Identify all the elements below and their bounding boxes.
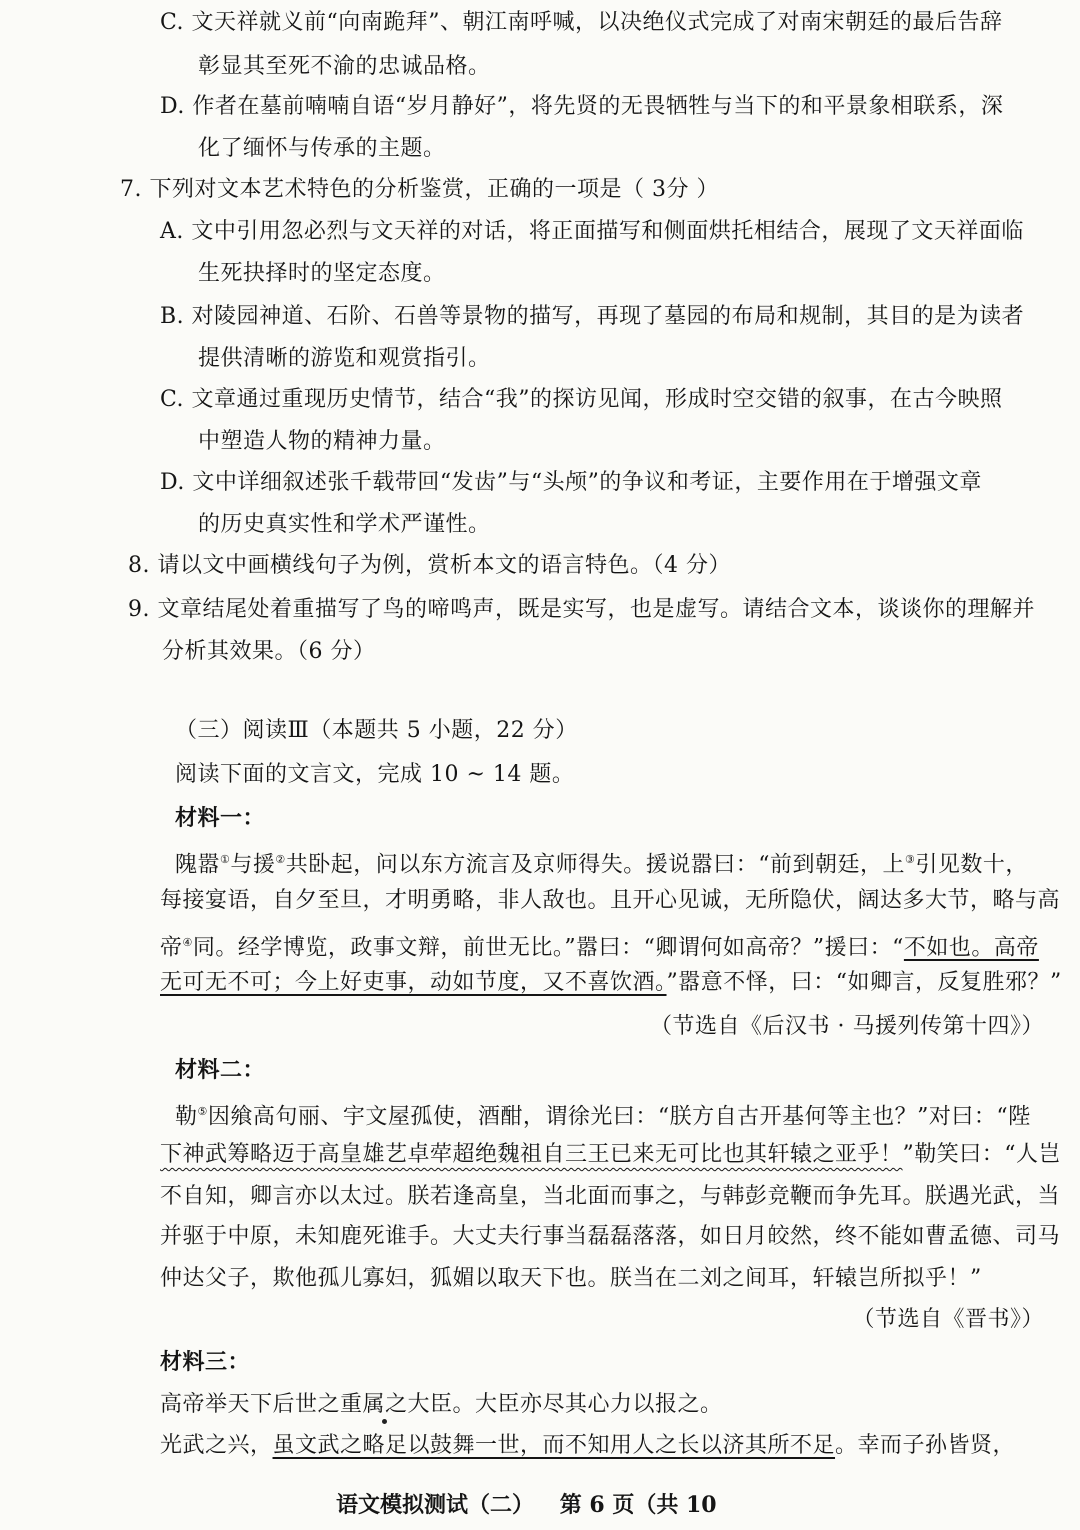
q6-option-c-line2: 彰显其至死不渝的忠诚品格。 xyxy=(198,54,491,79)
material3-line1: 高帝举天下后世之重属之大臣。大臣亦尽其心力以报之。 xyxy=(160,1392,723,1417)
footnote-ref: ② xyxy=(275,853,286,866)
q7-option-a-line2: 生死抉择时的坚定态度。 xyxy=(198,261,446,286)
material1-label: 材料一： xyxy=(175,805,266,831)
material2-line1 xyxy=(175,1097,1031,1132)
page-footer xyxy=(336,1488,735,1519)
text-segment: 帝 xyxy=(160,935,183,961)
text-segment: 隗嚣 xyxy=(175,852,221,878)
q7-option-c-line2: 中塑造人物的精神力量。 xyxy=(198,429,446,454)
section3-instruction: 阅读下面的文言文，完成 10 ~ 14 题。 xyxy=(175,762,575,787)
footnote-ref: ④ xyxy=(182,936,193,949)
section3-heading: （三）阅读Ⅲ（本题共 5 小题，22 分） xyxy=(175,718,578,743)
text-segment: 勒 xyxy=(175,1104,198,1130)
emphasis-dot xyxy=(382,1419,387,1424)
q9-line2: 分析其效果。（6 分） xyxy=(162,639,376,664)
text-segment: 因飨高句丽、宇文屋孤使，酒酣，谓徐光曰：“朕方自古开基何等主也？”对曰：“陛 xyxy=(207,1104,1031,1130)
material1-source: （节选自《后汉书 · 马援列传第十四》） xyxy=(650,1014,1044,1039)
text-segment: ”嚣意不怿，曰：“如卿言，反复胜邪？” xyxy=(666,970,1062,995)
material1-line4 xyxy=(160,968,1062,998)
text-segment: 。幸而子孙皆贤， xyxy=(835,1433,1016,1458)
underlined-sentence: 不如也。高帝 xyxy=(903,935,1039,961)
q6-option-d-line1: D. 作者在墓前喃喃自语“岁月静好”，将先贤的无畏牺牲与当下的和平景象相联系，深 xyxy=(160,94,1004,119)
q9-line1: 9. 文章结尾处着重描写了鸟的啼鸣声，既是实写，也是虚写。请结合文本，谈谈你的理解并 xyxy=(128,597,1035,622)
q6-option-d-line2: 化了缅怀与传承的主题。 xyxy=(198,136,446,161)
text-segment: ”勒笑曰：“人岂 xyxy=(902,1142,1062,1167)
text-segment: 同。经学博览，政事文辩，前世无比。”嚣曰：“卿谓何如高帝？”援曰：“ xyxy=(192,935,904,961)
q7-option-b-line2: 提供清晰的游览和观赏指引。 xyxy=(198,346,491,371)
q6-option-c-line1: C. 文天祥就义前“向南跪拜”、朝江南呼喊，以决绝仪式完成了对南宋朝廷的最后告辞 xyxy=(160,10,1003,35)
material1-line1 xyxy=(175,845,1028,880)
footnote-ref: ③ xyxy=(905,853,916,866)
q7-option-d-line2: 的历史真实性和学术严谨性。 xyxy=(198,512,491,537)
footer-page-number: 第 6 页（共 10 xyxy=(559,1492,717,1518)
q7-option-b-line1: B. 对陵园神道、石阶、石兽等景物的描写，再现了墓园的布局和规制，其目的是为读者 xyxy=(160,304,1025,329)
text-segment: 引见数十， xyxy=(915,852,1028,878)
material2-line4: 并驱于中原，未知鹿死谁手。大丈夫行事当磊磊落落，如日月皎然，终不能如曹孟德、司马 xyxy=(160,1224,1061,1249)
material2-line5: 仲达父子，欺他孤儿寡妇，狐媚以取天下也。朕当在二刘之间耳，轩辕岂所拟乎！” xyxy=(160,1266,982,1291)
q7-stem: 7. 下列对文本艺术特色的分析鉴赏，正确的一项是（ 3分 ） xyxy=(120,177,719,202)
wavy-underlined-sentence: 下神武筹略迈于高皇雄艺卓荦超绝魏祖自三王已来无可比也其轩辕之亚乎！ xyxy=(160,1142,903,1167)
q7-option-c-line1: C. 文章通过重现历史情节，结合“我”的探访见闻，形成时空交错的叙事，在古今映照 xyxy=(160,387,1003,412)
q7-option-a-line1: A. 文中引用忽必烈与文天祥的对话，将正面描写和侧面烘托相结合，展现了文天祥面临 xyxy=(160,219,1024,244)
material1-line2: 每接宴语，自夕至旦，才明勇略，非人敌也。且开心见诚，无所隐伏，阔达多大节，略与高 xyxy=(160,888,1061,913)
q8-text: 8. 请以文中画横线句子为例，赏析本文的语言特色。（4 分） xyxy=(128,553,731,578)
text-segment: 共卧起，问以东方流言及京师得失。援说嚣曰：“前到朝廷，上 xyxy=(285,852,906,878)
underlined-sentence: 无可无不可；今上好吏事，动如节度，又不喜饮酒。 xyxy=(160,970,667,995)
material2-line2 xyxy=(160,1140,1061,1170)
footnote-ref: ⑤ xyxy=(197,1105,208,1118)
material2-source: （节选自《晋书》） xyxy=(852,1307,1044,1332)
footer-title: 语文模拟测试（二） xyxy=(336,1492,535,1518)
material3-line2 xyxy=(160,1431,1015,1461)
q7-option-d-line1: D. 文中详细叙述张千载带回“发齿”与“头颅”的争议和考证，主要作用在于增强文章 xyxy=(160,470,982,495)
material1-line3 xyxy=(160,928,1039,963)
material2-line3: 不自知，卿言亦以太过。朕若逢高皇，当北面而事之，与韩彭竞鞭而争先耳。朕遇光武，当 xyxy=(160,1184,1061,1209)
material2-label: 材料二： xyxy=(175,1057,266,1083)
material3-label: 材料三： xyxy=(160,1349,251,1375)
footnote-ref: ① xyxy=(220,853,231,866)
text-segment: 与援 xyxy=(230,852,276,878)
underlined-sentence: 虽文武之略足以鼓舞一世，而不知用人之长以济其所不足 xyxy=(272,1433,836,1458)
text-segment: 光武之兴， xyxy=(160,1433,273,1458)
